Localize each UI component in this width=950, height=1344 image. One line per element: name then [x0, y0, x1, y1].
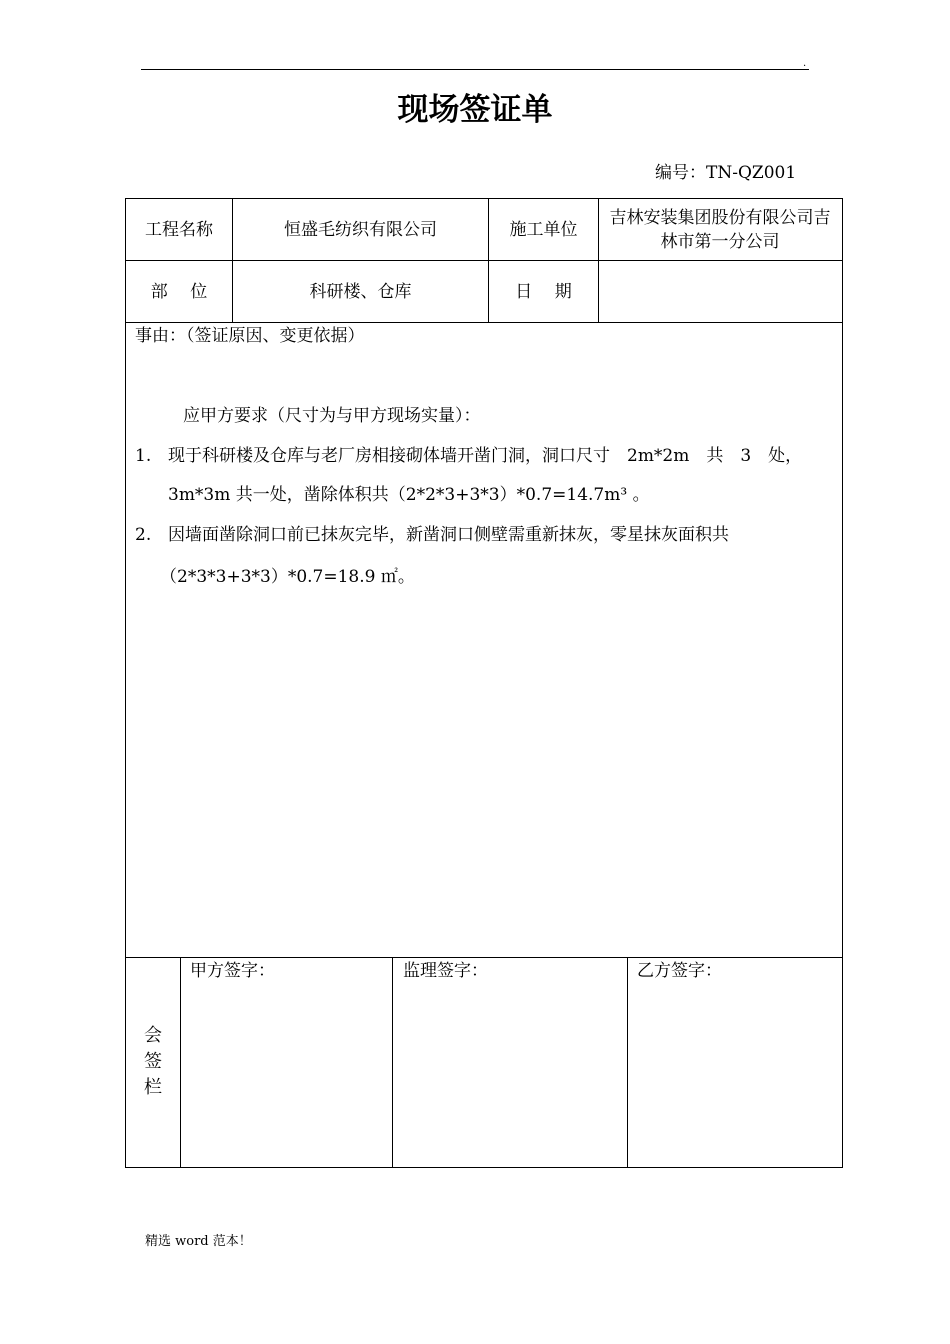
page-title: 现场签证单 [397, 92, 553, 128]
col-divider [180, 957, 181, 1168]
project-name-value: 恒盛毛纺织有限公司 [284, 219, 437, 240]
date-label: 日 期 [515, 281, 572, 302]
col-divider [392, 957, 393, 1168]
date-value [599, 261, 842, 322]
footer-note: 精选 word 范本！ [145, 1234, 252, 1249]
item-line: （2*3*3+3*3）*0.7=18.9 ㎡。 [160, 567, 415, 587]
contractor-label: 施工单位 [509, 219, 578, 240]
item-number: 2. [135, 525, 152, 545]
party-b-signature-label: 乙方签字： [637, 961, 722, 981]
item-line: 因墙面凿除洞口前已抹灰完毕，新凿洞口侧壁需重新抹灰，零星抹灰面积共 [168, 525, 729, 545]
col-divider [627, 957, 628, 1168]
header-dot: . [803, 58, 807, 69]
location-label: 部 位 [150, 281, 208, 302]
item-line: 3m*3m 共一处，凿除体积共（2*2*3+3*3）*0.7=14.7m³ 。 [168, 485, 650, 505]
reason-intro: 应甲方要求（尺寸为与甲方现场实量）： [183, 406, 481, 426]
reason-label: 事由：（签证原因、变更依据） [135, 326, 365, 346]
signature-column-label: 会 签 栏 [144, 1025, 162, 1098]
location-value: 科研楼、仓库 [309, 281, 412, 302]
contractor-value: 吉林安装集团股份有限公司吉林市第一分公司 [609, 207, 831, 252]
party-a-signature-label: 甲方签字： [190, 961, 275, 981]
item-number: 1. [135, 446, 152, 466]
serial-number: 编号：TN-QZ001 [655, 163, 797, 183]
project-name-label: 工程名称 [145, 219, 213, 240]
item-line: 现于科研楼及仓库与老厂房相接砌体墙开凿门洞，洞口尺寸 2m*2m 共 3 处， [168, 446, 803, 466]
supervisor-signature-label: 监理签字： [403, 961, 488, 981]
header-rule [141, 69, 809, 70]
